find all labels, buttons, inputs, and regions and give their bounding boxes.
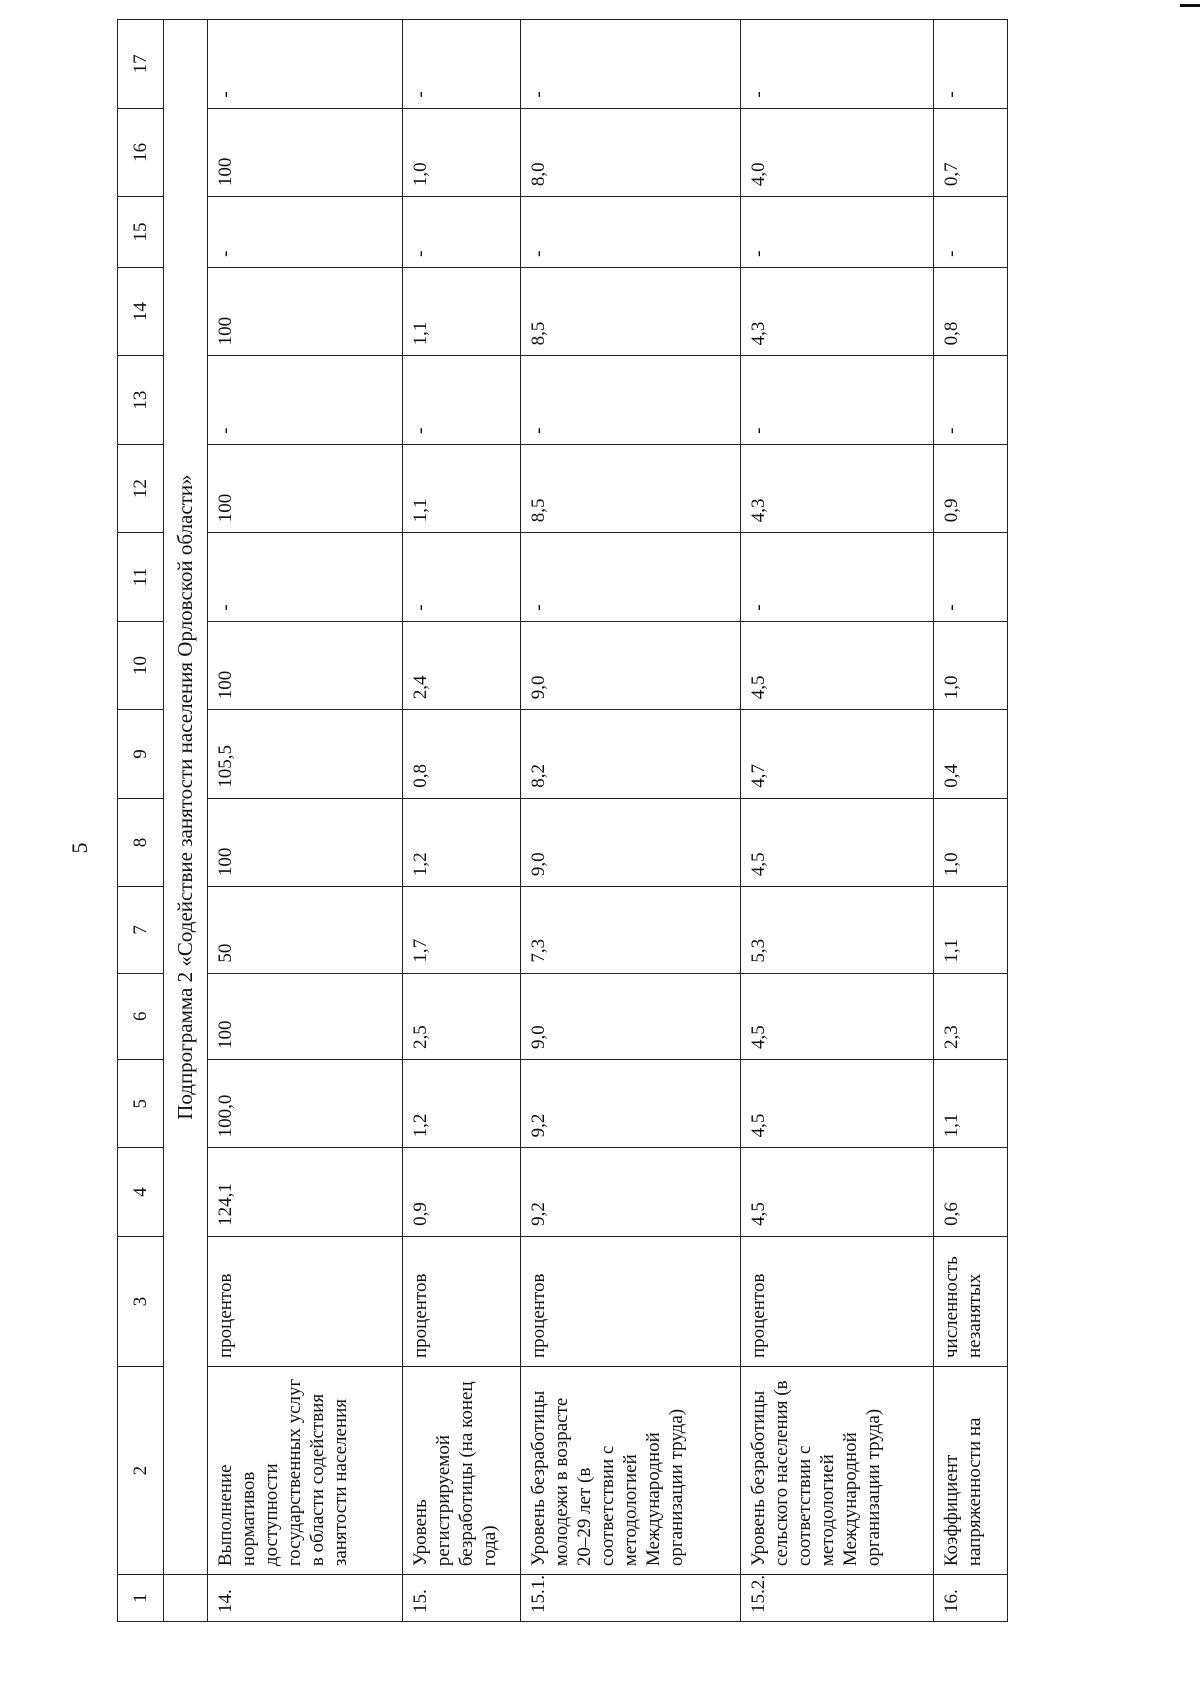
value-cell: 4,3 [741, 444, 934, 532]
value-cell: - [521, 20, 741, 109]
value-cell: 0,9 [403, 1148, 521, 1236]
value-cell: 1,1 [934, 887, 1008, 973]
value-cell: - [741, 533, 934, 621]
value-cell: 0,4 [934, 710, 1008, 798]
unit-cell: численность незанятых [934, 1236, 1008, 1366]
value-cell: 0,7 [934, 108, 1008, 196]
subprogram-title: Подпрограмма 2 «Содействие занятости населения Орловской области» [164, 20, 208, 1575]
indicator-name: Уровень безработицы молодежи в возрасте 20–29 лет (в соответствии с методологией Международной организации труда) [521, 1367, 741, 1575]
value-cell: 4,0 [741, 108, 934, 196]
value-cell: 4,5 [741, 1148, 934, 1236]
column-number: 14 [118, 267, 164, 355]
column-number: 11 [118, 533, 164, 621]
column-number-row [118, 20, 164, 1622]
corner-mark [1180, 4, 1200, 7]
value-cell: 100,0 [208, 1059, 403, 1147]
value-cell: 0,9 [934, 444, 1008, 532]
indicator-name: Уровень регистрируемой безработицы (на конец года) [403, 1367, 521, 1575]
table-row [521, 20, 741, 1622]
subprogram-row [164, 20, 208, 1622]
value-cell: - [934, 20, 1008, 109]
unit-cell: процентов [741, 1236, 934, 1366]
value-cell: 124,1 [208, 1148, 403, 1236]
page-number: 5 [67, 842, 92, 854]
value-cell: - [521, 356, 741, 444]
value-cell: 1,1 [934, 1059, 1008, 1147]
rotated-table-container [117, 19, 1052, 1622]
value-cell: 8,5 [521, 267, 741, 355]
value-cell: 100 [208, 621, 403, 709]
value-cell: 0,6 [934, 1148, 1008, 1236]
value-cell: - [521, 533, 741, 621]
value-cell: 1,0 [403, 108, 521, 196]
value-cell: 50 [208, 887, 403, 973]
unit-cell: процентов [208, 1236, 403, 1366]
indicators-table [117, 19, 1008, 1622]
value-cell: 4,5 [741, 798, 934, 886]
value-cell: 0,8 [934, 267, 1008, 355]
value-cell: - [741, 356, 934, 444]
row-number: 15. [403, 1575, 521, 1622]
value-cell: - [741, 197, 934, 268]
value-cell: 9,0 [521, 621, 741, 709]
value-cell: 7,3 [521, 887, 741, 973]
column-number: 5 [118, 1059, 164, 1147]
value-cell: - [741, 20, 934, 109]
value-cell: - [208, 20, 403, 109]
value-cell: 1,2 [403, 1059, 521, 1147]
value-cell: 4,5 [741, 1059, 934, 1147]
value-cell: 5,3 [741, 887, 934, 973]
value-cell: 1,1 [403, 267, 521, 355]
value-cell: 0,8 [403, 710, 521, 798]
table-row [208, 20, 403, 1622]
unit-cell: процентов [521, 1236, 741, 1366]
unit-cell: процентов [403, 1236, 521, 1366]
value-cell: 4,7 [741, 710, 934, 798]
value-cell: - [403, 20, 521, 109]
column-number: 8 [118, 798, 164, 886]
row-number: 14. [208, 1575, 403, 1622]
value-cell: 1,1 [403, 444, 521, 532]
value-cell: 1,0 [934, 621, 1008, 709]
value-cell: 8,0 [521, 108, 741, 196]
column-number: 12 [118, 444, 164, 532]
table-row [934, 20, 1008, 1622]
value-cell: - [934, 197, 1008, 268]
subprogram-spacer [164, 1575, 208, 1622]
value-cell: 2,3 [934, 973, 1008, 1059]
column-number: 13 [118, 356, 164, 444]
value-cell: 2,4 [403, 621, 521, 709]
value-cell: 105,5 [208, 710, 403, 798]
value-cell: 100 [208, 444, 403, 532]
row-number: 16. [934, 1575, 1008, 1622]
column-number: 1 [118, 1575, 164, 1622]
value-cell: 9,0 [521, 973, 741, 1059]
value-cell: - [403, 197, 521, 268]
value-cell: 1,2 [403, 798, 521, 886]
value-cell: 4,5 [741, 621, 934, 709]
value-cell: - [934, 533, 1008, 621]
row-number: 15.2. [741, 1575, 934, 1622]
value-cell: 8,5 [521, 444, 741, 532]
indicator-name: Уровень безработицы сельского населения (в соответствии с методологией Международной организации труда) [741, 1367, 934, 1575]
table-row [741, 20, 934, 1622]
column-number: 2 [118, 1367, 164, 1575]
indicator-name: Коэффициент напряженности на [934, 1367, 1008, 1575]
column-number: 7 [118, 887, 164, 973]
value-cell: 1,0 [934, 798, 1008, 886]
value-cell: - [403, 533, 521, 621]
column-number: 4 [118, 1148, 164, 1236]
column-number: 16 [118, 108, 164, 196]
column-number: 15 [118, 197, 164, 268]
value-cell: 4,3 [741, 267, 934, 355]
value-cell: 100 [208, 798, 403, 886]
value-cell: 9,2 [521, 1148, 741, 1236]
value-cell: 9,2 [521, 1059, 741, 1147]
value-cell: 4,5 [741, 973, 934, 1059]
value-cell: 2,5 [403, 973, 521, 1059]
value-cell: - [521, 197, 741, 268]
value-cell: 9,0 [521, 798, 741, 886]
value-cell: - [208, 356, 403, 444]
value-cell: 100 [208, 267, 403, 355]
value-cell: - [403, 356, 521, 444]
value-cell: 100 [208, 108, 403, 196]
column-number: 6 [118, 973, 164, 1059]
column-number: 9 [118, 710, 164, 798]
indicator-name: Выполнение нормативов доступности государственных услуг в области содействия занятости населения [208, 1367, 403, 1575]
row-number: 15.1. [521, 1575, 741, 1622]
column-number: 3 [118, 1236, 164, 1366]
value-cell: - [208, 533, 403, 621]
value-cell: 8,2 [521, 710, 741, 798]
column-number: 10 [118, 621, 164, 709]
value-cell: 1,7 [403, 887, 521, 973]
value-cell: 100 [208, 973, 403, 1059]
value-cell: - [208, 197, 403, 268]
column-number: 17 [118, 20, 164, 109]
value-cell: - [934, 356, 1008, 444]
table-row [403, 20, 521, 1622]
